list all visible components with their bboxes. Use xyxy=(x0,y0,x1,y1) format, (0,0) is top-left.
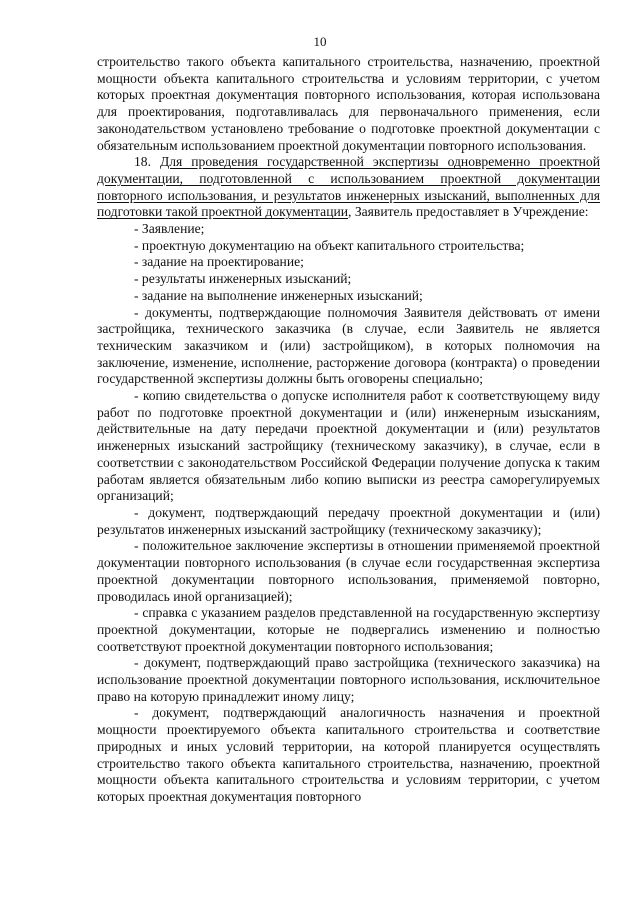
list-item: - задание на выполнение инженерных изысканий; xyxy=(134,287,423,303)
list-item: - проектную документацию на объект капитального строительства; xyxy=(134,237,525,253)
list-item: - документ, подтверждающий аналогичность назначения и проектной мощности проектируемого объекта капитального строительства и соответствие природных и иных условий территории, на которой планируется осуществлять строительство такого объекта капитального строительства, назначению, проектной мощности объекта капитального строительства и условиям территории, с учетом которых проектная документация повторного xyxy=(97,705,600,804)
section-18 xyxy=(97,154,600,221)
list-item: - копию свидетельства о допуске исполнителя работ к соответствующему виду работ по подготовке проектной документации и (или) инженерным изысканиям, действительные на дату передачи проектной документации и (или) результатов инженерных изысканий застройщику (техническому заказчику), в случае, если в соответствии с законодательством Российской Федерации получение допуска к таким работам является обязательным либо копию выписки из реестра саморегулируемых организаций; xyxy=(97,388,600,504)
document-body xyxy=(97,54,600,806)
list-item: - результаты инженерных изысканий; xyxy=(134,271,352,287)
list-item: - документ, подтверждающий передачу проектной документации и (или) результатов инженерных изысканий застройщику (техническому заказчику); xyxy=(97,504,600,537)
paragraph-continuation: строительство такого объекта капитального строительства, назначению, проектной мощности объекта капитального строительства и условиям территории, с учетом которых проектная документация повторного использования, которая использована для проектирования, подготавливалась для первоначального применения, если законодательством установлено требование о подготовке проектной документации с обязательным использованием проектной документации повторного использования. xyxy=(97,54,600,153)
page-number: 10 xyxy=(313,34,327,49)
list-item: - справка с указанием разделов представленной на государственную экспертизу проектной документации, которые не подвергались изменению и полностью соответствуют проектной документации повторного использования; xyxy=(97,605,600,654)
list-item: - документы, подтверждающие полномочия Заявителя действовать от имени застройщика, технического заказчика (в случае, если Заявитель не является техническим заказчиком и (или) застройщиком), в которых полномочия на заключение, изменение, исполнение, расторжение договора (контракта) о проведении государственной экспертизы должны быть оговорены специально; xyxy=(97,304,600,387)
list-item: - Заявление; xyxy=(134,221,205,237)
section-18-underlined-text: Для проведения государственной экспертизы одновременно проектной документации, подготовленной с использованием проектной документации повторного использования, и результатов инженерных изысканий, выполненных для подготовки такой проектной документации xyxy=(97,154,600,220)
section-18-number: 18. xyxy=(134,154,151,170)
list-item: - задание на проектирование; xyxy=(134,254,304,270)
list-item: - положительное заключение экспертизы в отношении применяемой проектной документации повторного использования (в случае если государственная экспертиза проектной документации повторного использования, применяемой повторно, проводилась иной организацией); xyxy=(97,538,600,604)
list-item: - документ, подтверждающий право застройщика (технического заказчика) на использование проектной документации повторного использования, исключительное право на которую принадлежит иному лицу; xyxy=(97,655,600,704)
section-18-tail: , Заявитель предоставляет в Учреждение: xyxy=(348,204,589,220)
